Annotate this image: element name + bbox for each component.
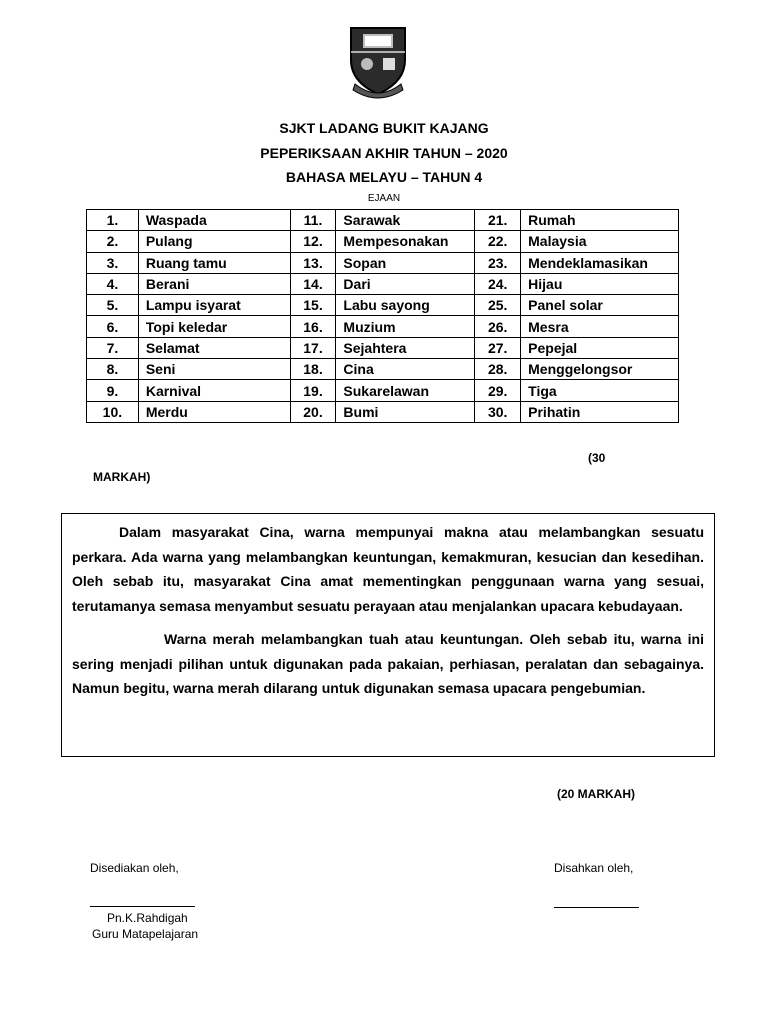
spelling-word: Seni [138,359,290,380]
spelling-word: Pulang [138,231,290,252]
item-number: 21. [475,210,521,231]
spelling-word: Bumi [336,401,475,422]
spelling-word: Mendeklamasikan [521,252,679,273]
item-number: 2. [87,231,139,252]
school-crest-icon [345,22,411,102]
item-number: 16. [290,316,336,337]
item-number: 5. [87,295,139,316]
signature-line [90,906,195,907]
school-name: SJKT LADANG BUKIT KAJANG [279,120,489,136]
table-row [87,359,679,380]
table-row [87,252,679,273]
item-number: 24. [475,273,521,294]
spelling-word: Sarawak [336,210,475,231]
item-number: 9. [87,380,139,401]
item-number: 29. [475,380,521,401]
subject-title: BAHASA MELAYU – TAHUN 4 [285,169,483,185]
marks-label: MARKAH) [93,470,151,484]
marks-label: (30 [588,451,606,465]
item-number: 18. [290,359,336,380]
spelling-word: Muzium [336,316,475,337]
item-number: 27. [475,337,521,358]
spelling-table [86,209,679,423]
spelling-word: Mempesonakan [336,231,475,252]
item-number: 6. [87,316,139,337]
marks-label: (20 MARKAH) [557,787,635,801]
table-row [87,316,679,337]
spelling-word: Topi keledar [138,316,290,337]
passage-paragraph: Dalam masyarakat Cina, warna mempunyai makna atau melambangkan sesuatu perkara. Ada warna yang melambangkan keuntungan, kemakmuran, kesucian dan kesedihan. Oleh sebab itu, masyarakat Cina amat mementingkan penggunaan warna yang sesuai, terutamanya semasa menyambut sesuatu perayaan atau menjalankan upacara kebudayaan. [72,524,704,614]
item-number: 4. [87,273,139,294]
spelling-word: Panel solar [521,295,679,316]
signature-line [554,907,639,908]
item-number: 23. [475,252,521,273]
spelling-word: Berani [138,273,290,294]
item-number: 10. [87,401,139,422]
section-label: EJAAN [367,193,401,204]
item-number: 22. [475,231,521,252]
item-number: 1. [87,210,139,231]
item-number: 14. [290,273,336,294]
spelling-word: Lampu isyarat [138,295,290,316]
spelling-word: Merdu [138,401,290,422]
table-row [87,231,679,252]
table-row [87,380,679,401]
spelling-word: Karnival [138,380,290,401]
passage-paragraph: Warna merah melambangkan tuah atau keuntungan. Oleh sebab itu, warna ini sering menjadi pilihan untuk digunakan pada pakaian, perhiasan, peralatan dan sebagainya. Namun begitu, warna merah dilarang untuk digunakan semasa upacara pengebumian. [72,631,704,696]
item-number: 8. [87,359,139,380]
table-row [87,295,679,316]
spelling-word: Cina [336,359,475,380]
spelling-word: Prihatin [521,401,679,422]
item-number: 25. [475,295,521,316]
spelling-word: Malaysia [521,231,679,252]
item-number: 13. [290,252,336,273]
passage-box [61,513,715,757]
table-row [87,401,679,422]
table-row [87,210,679,231]
exam-title: PEPERIKSAAN AKHIR TAHUN – 2020 [260,145,508,161]
item-number: 15. [290,295,336,316]
spelling-word: Sejahtera [336,337,475,358]
spelling-word: Hijau [521,273,679,294]
item-number: 30. [475,401,521,422]
item-number: 17. [290,337,336,358]
spelling-word: Labu sayong [336,295,475,316]
table-row [87,273,679,294]
spelling-word: Tiga [521,380,679,401]
item-number: 11. [290,210,336,231]
table-row [87,337,679,358]
prepared-by-label: Disediakan oleh, [90,861,179,875]
spelling-word: Menggelongsor [521,359,679,380]
spelling-word: Selamat [138,337,290,358]
approved-by-label: Disahkan oleh, [554,861,634,875]
preparer-title: Guru Matapelajaran [92,927,199,941]
item-number: 19. [290,380,336,401]
preparer-name: Pn.K.Rahdigah [107,911,188,925]
spelling-word: Rumah [521,210,679,231]
spelling-word: Pepejal [521,337,679,358]
spelling-word: Mesra [521,316,679,337]
spelling-word: Ruang tamu [138,252,290,273]
item-number: 28. [475,359,521,380]
spelling-word: Sopan [336,252,475,273]
item-number: 20. [290,401,336,422]
item-number: 3. [87,252,139,273]
spelling-word: Dari [336,273,475,294]
item-number: 7. [87,337,139,358]
item-number: 26. [475,316,521,337]
spelling-word: Sukarelawan [336,380,475,401]
spelling-word: Waspada [138,210,290,231]
item-number: 12. [290,231,336,252]
